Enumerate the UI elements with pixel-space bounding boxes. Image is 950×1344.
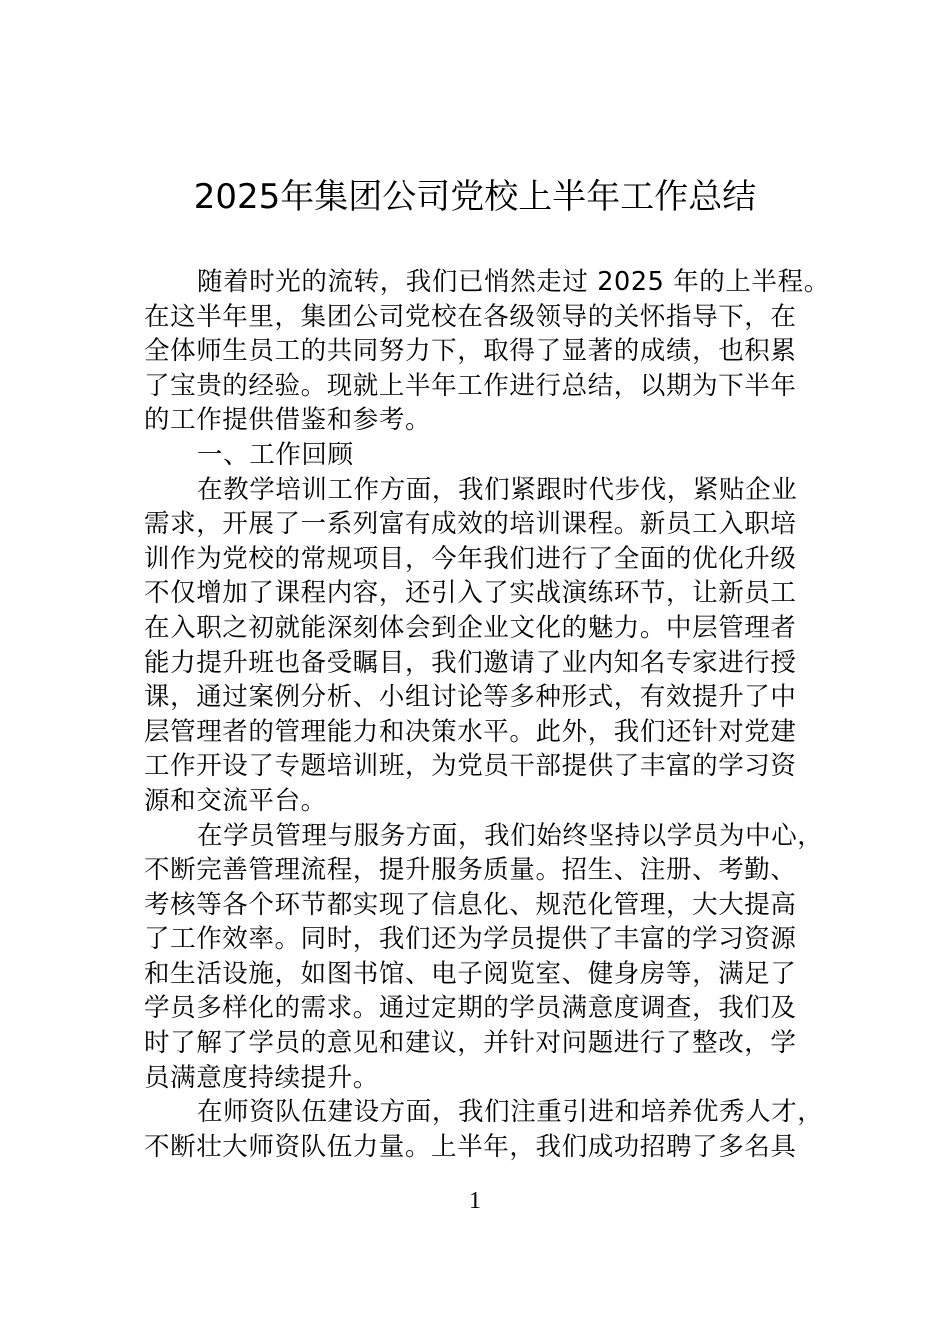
text-line: 在学员管理与服务方面，我们始终坚持以学员为中心， xyxy=(197,820,824,851)
page-number: 1 xyxy=(469,1188,481,1214)
text-line: 能力提升班也备受瞩目，我们邀请了业内知名专家进行授 xyxy=(144,647,797,678)
paragraph xyxy=(144,819,834,1096)
text-line: 在师资队伍建设方面，我们注重引进和培养优秀人才， xyxy=(197,1097,824,1128)
text-line: 的工作提供借鉴和参考。 xyxy=(144,405,432,436)
paragraph xyxy=(144,473,834,819)
text-line: 全体师生员工的共同努力下，取得了显著的成绩，也积累 xyxy=(144,336,797,367)
text-line: 随着时光的流转，我们已悄然走过 2025 年的上半程。 xyxy=(197,267,830,297)
text-line: 不断壮大师资队伍力量。上半年，我们成功招聘了多名具 xyxy=(144,1131,797,1162)
text-line: 不仅增加了课程内容，还引入了实战演练环节，让新员工 xyxy=(144,578,797,609)
text-line: 和生活设施，如图书馆、电子阅览室、健身房等，满足了 xyxy=(144,958,797,989)
section-heading xyxy=(144,438,834,473)
text-line: 源和交流平台。 xyxy=(144,785,327,816)
text-line: 学员多样化的需求。通过定期的学员满意度调查，我们及 xyxy=(144,993,797,1024)
text-line: 工作开设了专题培训班，为党员干部提供了丰富的学习资 xyxy=(144,751,797,782)
text-line: 课，通过案例分析、小组讨论等多种形式，有效提升了中 xyxy=(144,682,797,713)
text-line: 了宝贵的经验。现就上半年工作进行总结，以期为下半年 xyxy=(144,370,797,401)
text-line: 了工作效率。同时，我们还为学员提供了丰富的学习资源 xyxy=(144,924,797,955)
document-title: 2025年集团公司党校上半年工作总结 xyxy=(193,177,757,217)
text-line: 考核等各个环节都实现了信息化、规范化管理，大大提高 xyxy=(144,889,797,920)
document-body xyxy=(144,265,834,1164)
text-line: 时了解了学员的意见和建议，并针对问题进行了整改，学 xyxy=(144,1028,797,1059)
text-line: 需求，开展了一系列富有成效的培训课程。新员工入职培 xyxy=(144,509,797,540)
text-line: 在入职之初就能深刻体会到企业文化的魅力。中层管理者 xyxy=(144,612,797,643)
text-line: 不断完善管理流程，提升服务质量。招生、注册、考勤、 xyxy=(144,855,797,886)
text-line: 员满意度持续提升。 xyxy=(144,1062,379,1093)
text-line: 在这半年里，集团公司党校在各级领导的关怀指导下，在 xyxy=(144,301,797,332)
text-line: 训作为党校的常规项目，今年我们进行了全面的优化升级 xyxy=(144,543,797,574)
paragraph xyxy=(144,265,834,438)
text-line: 一、工作回顾 xyxy=(197,439,354,470)
text-line: 层管理者的管理能力和决策水平。此外，我们还针对党建 xyxy=(144,716,797,747)
text-line: 在教学培训工作方面，我们紧跟时代步伐，紧贴企业 xyxy=(197,474,798,505)
paragraph xyxy=(144,1095,834,1164)
